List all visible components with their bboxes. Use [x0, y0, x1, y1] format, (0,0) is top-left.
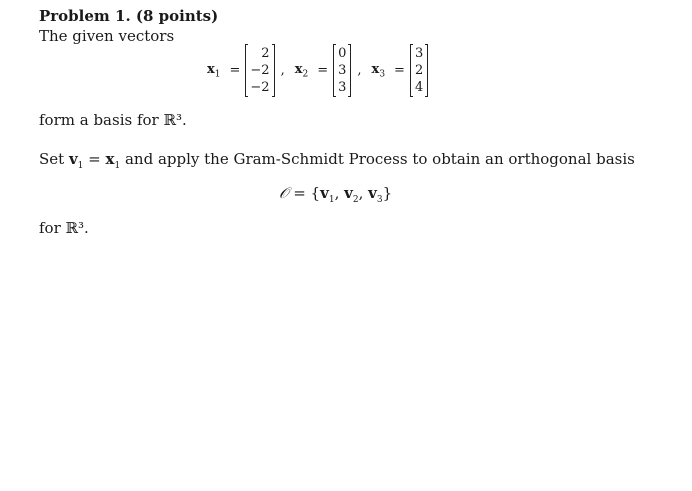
problem-title: Problem 1. (8 points) — [39, 7, 219, 25]
matrix-entry: −2 — [250, 80, 270, 95]
matrix-entry: 3 — [338, 80, 347, 95]
vector-definitions — [207, 44, 428, 97]
equals-sign: = — [317, 63, 329, 78]
for-statement: for ℝ³. — [39, 219, 89, 237]
matrix-entry: 0 — [338, 46, 347, 61]
matrix-entry: 4 — [414, 80, 424, 95]
instruction-text: Set $v_1 = x_1$ and apply the Gram-Schmidt Process to obtain an orthogonal basis — [39, 150, 635, 171]
vector-x2-matrix — [333, 44, 351, 97]
matrix-entry: 2 — [261, 46, 270, 61]
vector-x1-matrix — [245, 44, 274, 97]
equals-sign: = — [394, 63, 405, 78]
separator: , — [280, 63, 285, 78]
matrix-entry: −2 — [250, 63, 270, 78]
orthogonal-basis-set: 𝒪 = {$v_1$, $v_2$, $v_3$} — [279, 184, 393, 205]
matrix-entry: 3 — [414, 46, 424, 61]
vector-x3-matrix — [410, 44, 428, 97]
vector-x2-label: $x_2$ — [294, 61, 309, 80]
vector-x1-label: $x_1$ — [207, 61, 221, 80]
equals-sign: = — [229, 63, 241, 78]
separator: , — [357, 63, 362, 78]
intro-text: The given vectors — [39, 27, 175, 45]
matrix-entry: 2 — [414, 63, 424, 78]
matrix-entry: 3 — [338, 63, 347, 78]
vector-x3-label: $x_3$ — [371, 61, 386, 80]
basis-statement: form a basis for ℝ³. — [39, 111, 187, 129]
